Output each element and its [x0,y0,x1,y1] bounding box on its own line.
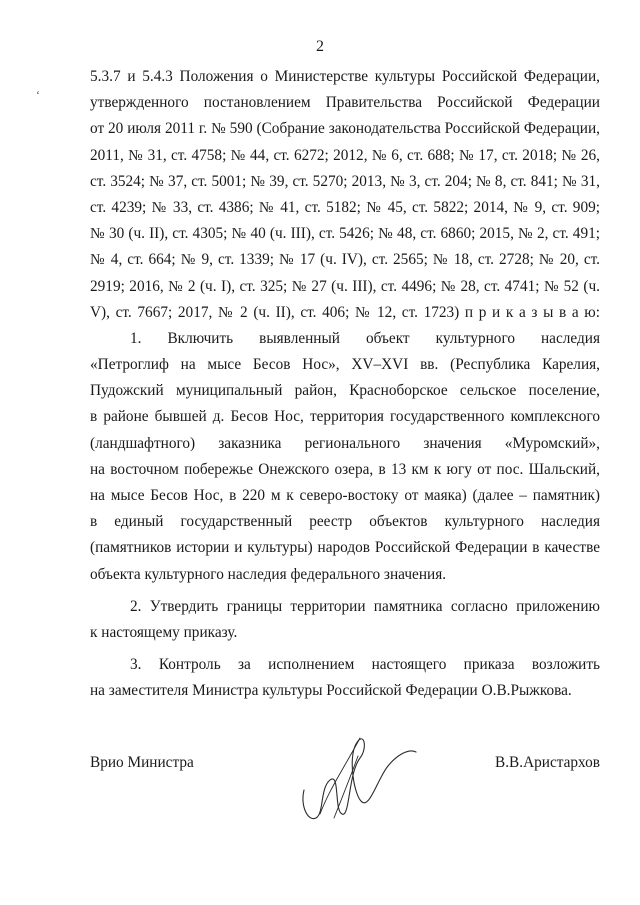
text-line: № 4, ст. 664; № 9, ст. 1339; № 17 (ч. IV), ст. 2565; № 18, ст. 2728; № 20, ст. [90,251,600,269]
text-line: 2919; 2016, № 2 (ч. I), ст. 325; № 27 (ч. III), ст. 4496; № 28, ст. 4741; № 52 (ч. [90,277,600,295]
text-line: на заместителя Министра культуры Российской Федерации О.В.Рыжкова. [90,682,572,700]
text-line: от 20 июля 2011 г. № 590 (Собрание законодательства Российской Федерации, [90,120,600,138]
page-number: 2 [316,38,324,55]
text-line: «Петроглиф на мысе Бесов Нос», XV–XVI вв. (Республика Карелия, [90,356,600,374]
text-line: ст. 3524; № 37, ст. 5001; № 39, ст. 5270; 2013, № 3, ст. 204; № 8, ст. 841; № 31, [90,172,600,190]
text-line: утвержденного постановлением Правительства Российской Федерации [90,94,600,112]
text-line: в районе бывшей д. Бесов Нос, территория государственного комплексного [90,408,600,426]
intro-paragraph [90,64,600,326]
text-line: 3. Контроль за исполнением настоящего приказа возложить [130,656,600,674]
text-line: № 30 (ч. II), ст. 4305; № 40 (ч. III), ст. 5426; № 48, ст. 6860; 2015, № 2, ст. 491; [90,225,600,243]
text-line: 2011, № 31, ст. 4758; № 44, ст. 6272; 2012, № 6, ст. 688; № 17, ст. 2018; № 26, [90,146,600,164]
text-line: к настоящему приказу. [90,623,238,641]
text-line: ст. 4239; № 33, ст. 4386; № 41, ст. 5182; № 45, ст. 5822; 2014, № 9, ст. 909; [90,198,600,216]
signatory-name: В.В.Аристархов [495,754,600,771]
handwritten-signature [290,718,420,838]
text-line: V), ст. 7667; 2017, № 2 (ч. II), ст. 406; № 12, ст. 1723) п р и к а з ы в а ю: [90,303,600,321]
text-line: в единый государственный реестр объектов культурного наследия [90,513,600,531]
text-line: 5.3.7 и 5.4.3 Положения о Министерстве культуры Российской Федерации, [90,68,600,85]
text-line: на восточном побережье Онежского озера, в 13 км к югу от пос. Шальский, [90,460,600,478]
text-line: Пудожский муниципальный район, Красноборское сельское поселение, [90,382,600,400]
signatory-title: Врио Министра [90,754,194,771]
text-line: 1. Включить выявленный объект культурного наследия [130,329,600,347]
scan-mark: ‘ [36,88,40,102]
paragraph-2 [90,594,600,646]
paragraph-1 [90,326,600,588]
text-line: объекта культурного наследия федерального значения. [90,565,447,583]
text-line: на мысе Бесов Нос, в 220 м к северо-востоку от маяка) (далее – памятник) [90,487,600,504]
text-line: (памятников истории и культуры) народов Российской Федерации в качестве [90,539,600,557]
text-line: (ландшафтного) заказника регионального значения «Муромский», [90,434,600,452]
paragraph-3 [90,652,600,704]
text-line: 2. Утвердить границы территории памятника согласно приложению [130,597,600,615]
document-body [90,64,600,705]
